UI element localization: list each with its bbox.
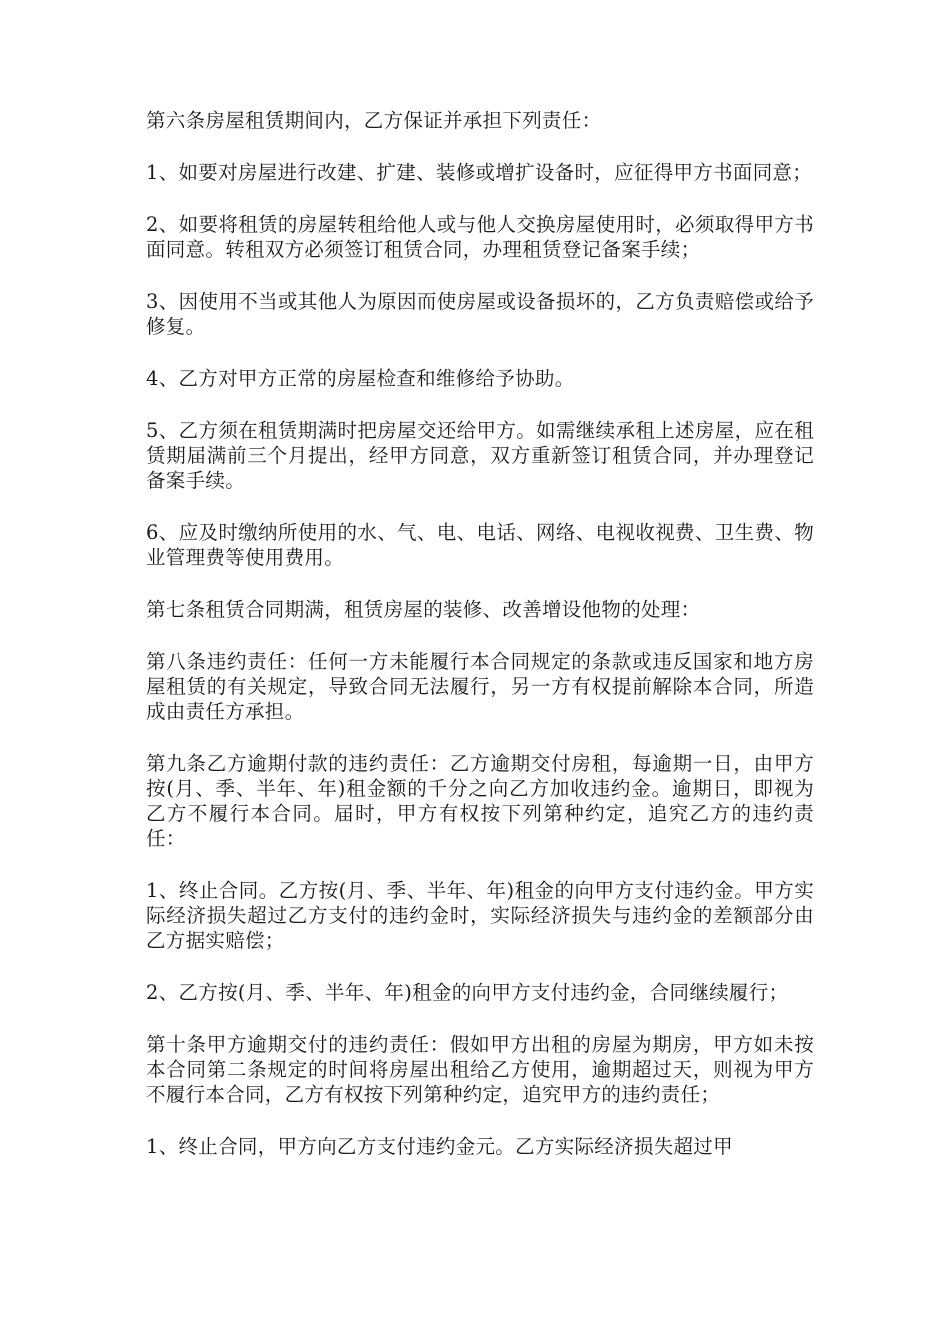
clause-9-item-1: 1、终止合同。乙方按(月、季、半年、年)租金的向甲方支付违约金。甲方实际经济损失超过乙方支付的违约金时，实际经济损失与违约金的差额部分由乙方据实赔偿；	[146, 879, 814, 952]
clause-6-item-5: 5、乙方须在租赁期满时把房屋交还给甲方。如需继续承租上述房屋，应在租赁期届满前三个月提出，经甲方同意，双方重新签订租赁合同，并办理登记备案手续。	[146, 419, 814, 492]
clause-6-item-3: 3、因使用不当或其他人为原因而使房屋或设备损坏的，乙方负责赔偿或给予修复。	[146, 290, 814, 338]
clause-6-heading: 第六条房屋租赁期间内，乙方保证并承担下列责任：	[146, 109, 602, 132]
clause-6-item-6: 6、应及时缴纳所使用的水、气、电、电话、网络、电视收视费、卫生费、物业管理费等使用费用。	[146, 521, 814, 569]
document-body	[146, 108, 814, 1186]
clause-8-text: 第八条违约责任：任何一方未能履行本合同规定的条款或违反国家和地方房屋租赁的有关规定，导致合同无法履行，另一方有权提前解除本合同，所造成由责任方承担。	[146, 650, 814, 723]
clause-10-text: 第十条甲方逾期交付的违约责任：假如甲方出租的房屋为期房，甲方如未按本合同第二条规定的时间将房屋出租给乙方使用，逾期超过天，则视为甲方不履行本合同，乙方有权按下列第种约定，追究甲方的违约责任；	[146, 1033, 814, 1106]
clause-6-item-4: 4、乙方对甲方正常的房屋检查和维修给予协助。	[146, 367, 575, 390]
clause-6-item-2: 2、如要将租赁的房屋转租给他人或与他人交换房屋使用时，必须取得甲方书面同意。转租双方必须签订租赁合同，办理租赁登记备案手续；	[146, 213, 814, 261]
clause-7-heading: 第七条租赁合同期满，租赁房屋的装修、改善增设他物的处理：	[146, 598, 701, 621]
clause-10-item-1: 1、终止合同，甲方向乙方支付违约金元。乙方实际经济损失超过甲	[146, 1135, 733, 1158]
clause-6-item-1: 1、如要对房屋进行改建、扩建、装修或增扩设备时，应征得甲方书面同意；	[146, 161, 813, 184]
clause-9-item-2: 2、乙方按(月、季、半年、年)租金的向甲方支付违约金，合同继续履行；	[146, 981, 789, 1004]
clause-9-text: 第九条乙方逾期付款的违约责任：乙方逾期交付房租，每逾期一日，由甲方按(月、季、半年、年)租金额的千分之向乙方加收违约金。逾期日，即视为乙方不履行本合同。届时，甲方有权按下列第种约定，追究乙方的违约责任：	[146, 752, 814, 850]
